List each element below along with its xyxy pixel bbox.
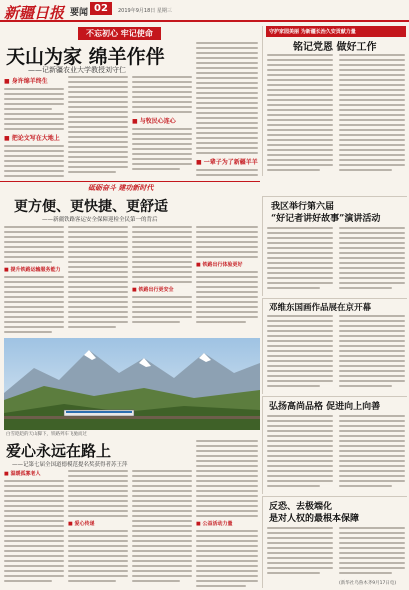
article-7-col-1 [4, 470, 64, 588]
article-3-col-2 [339, 227, 405, 295]
article-5-col-1 [267, 415, 333, 493]
article-6-dateline: (新华社乌鲁木齐9月17日电) [339, 581, 397, 586]
article-3-title-line2: “好记者讲好故事”演讲活动 [271, 214, 381, 224]
landscape-photo [4, 338, 260, 430]
article-1-col-1 [4, 76, 64, 178]
masthead [0, 0, 409, 22]
article-3-col-1 [267, 227, 333, 295]
top-banner [0, 26, 260, 40]
banner-slogan: 不忘初心 牢记使命 [78, 27, 161, 40]
article-3-title-line1: 我区举行第六届 [271, 202, 335, 212]
article-1-col-4 [196, 42, 258, 178]
article-7-subtitle: ——记第七届全国道德模范提名奖获得者苏王萍 [12, 462, 128, 468]
article-2-sub-3: ■ 铁路出行体验更好 [196, 262, 243, 268]
article-7-title: 爱心永远在路上 [6, 442, 112, 460]
article-6-col-2 [339, 527, 405, 579]
article-1-title: 天山为家 绵羊作伴 [6, 46, 165, 68]
photo-caption: 白雪皑皑的天山脚下，铁路列车飞驰而过 [6, 432, 87, 437]
article-5-col-2 [339, 415, 405, 493]
article-1 [4, 40, 260, 180]
middle-band-label: 砥砺奋斗 建功新时代 [88, 184, 154, 192]
article-3 [262, 196, 407, 296]
article-2-title: 更方便、更快捷、更舒适 [14, 199, 168, 215]
article-4 [262, 298, 407, 394]
article-6-title-2: 是对人权的最根本保障 [269, 514, 360, 524]
article-2-col-1 [4, 226, 64, 336]
article-4-col-1 [267, 315, 333, 393]
article-2-sub-2: ■ 铁路出行更安全 [132, 287, 174, 293]
mountain-train-image [4, 338, 260, 430]
article-4-title: 邓维东国画作品展在京开幕 [269, 303, 372, 313]
article-1-col-3 [132, 76, 192, 178]
article-7-sub-1: ■ 温暖孤寡老人 [4, 471, 41, 477]
article-7-sub-2: ■ 爱心传递 [68, 521, 95, 527]
article-5 [262, 396, 407, 494]
right-column-top [262, 26, 407, 176]
page-label: 要闻 [70, 8, 89, 18]
right-column-header: 守护家园美丽 为新疆长治久安贡献力量 [266, 26, 406, 37]
article-2-subtitle: ——新疆铁路客运安全保障迎检全民第一的背后 [42, 217, 158, 223]
article-6-col-1 [267, 527, 333, 579]
right-column-col-2 [339, 54, 405, 174]
article-1-col-2 [68, 76, 128, 178]
article-7-col-3 [132, 470, 192, 588]
article-7 [4, 440, 260, 588]
article-2-sub-1: ■ 提升铁路运输服务能力 [4, 267, 61, 273]
article-6-title: 反恐、去极端化 [269, 502, 333, 512]
article-2-col-2 [68, 226, 128, 336]
date-line: 2019年9月18日 星期三 [118, 8, 172, 14]
article-4-col-2 [339, 315, 405, 393]
article-2-col-4 [196, 226, 258, 336]
article-7-col-4 [196, 440, 258, 588]
article-2-col-3 [132, 226, 192, 336]
right-column-col-1 [267, 54, 333, 174]
article-6 [262, 496, 407, 588]
masthead-logo: 新疆日报 [4, 4, 65, 22]
article-7-sub-3: ■ 公益活动力量 [196, 521, 233, 527]
article-1-sub-3: ■ 与牧民心连心 [132, 118, 176, 125]
article-1-sub-4: ■ 一辈子为了新疆羊羊 [196, 159, 258, 166]
middle-band [0, 181, 260, 193]
page-number: 02 [90, 2, 112, 15]
article-1-sub-2: ■ 把论文写在大地上 [4, 135, 60, 142]
article-7-col-2 [68, 470, 128, 588]
article-5-title: 弘扬高尚品格 促进向上向善 [269, 402, 381, 412]
right-column-title: 铭记党恩 做好工作 [293, 42, 377, 53]
article-1-subtitle: ——记新疆农业大学教授刘守仁 [28, 66, 126, 74]
article-2 [4, 196, 260, 336]
article-1-sub-1: ■ 身许绵羊终生 [4, 78, 48, 85]
